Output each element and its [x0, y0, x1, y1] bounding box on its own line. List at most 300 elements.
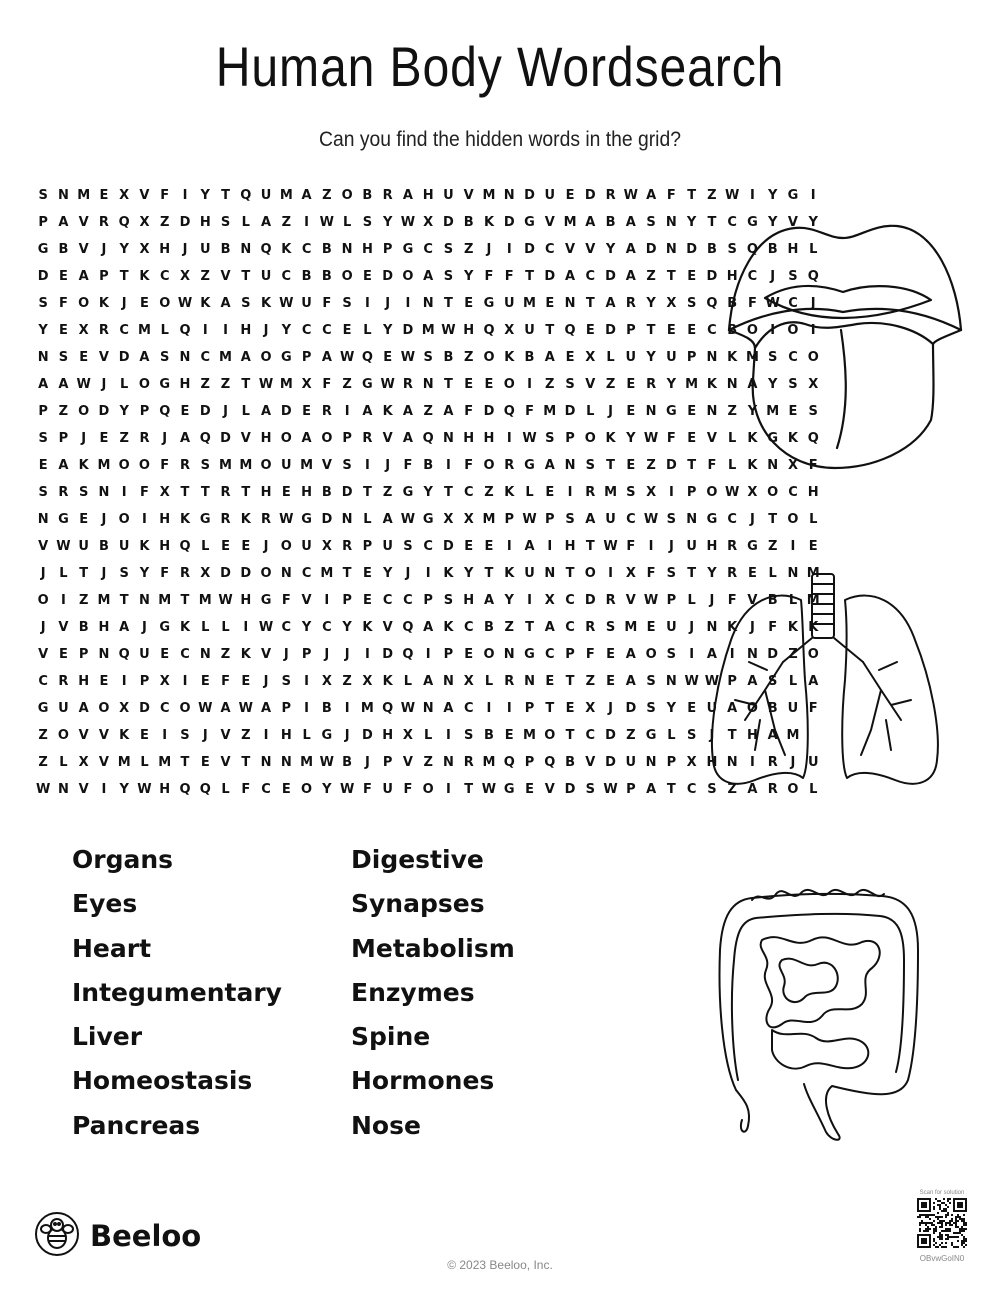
grid-row — [33, 319, 823, 346]
grid-letter: C — [707, 323, 717, 338]
qr-caption: Scan for solution — [919, 1190, 965, 1196]
grid-letter: L — [424, 728, 433, 743]
grid-letter: E — [140, 296, 149, 311]
bee-logo-icon — [34, 1211, 80, 1261]
grid-letter: O — [260, 458, 272, 473]
grid-letter: X — [686, 755, 697, 770]
grid-letter: B — [484, 728, 494, 743]
grid-letter: N — [199, 647, 211, 662]
grid-letter: S — [342, 458, 352, 473]
grid-letter: B — [605, 215, 616, 230]
grid-letter: N — [443, 674, 454, 689]
grid-letter: R — [139, 431, 150, 446]
grid-letter: R — [767, 755, 778, 770]
grid-letter: B — [423, 458, 434, 473]
grid-letter: I — [506, 539, 512, 554]
grid-letter: O — [746, 701, 758, 716]
grid-letter: U — [524, 323, 535, 338]
grid-letter: C — [261, 782, 271, 797]
grid-letter: E — [99, 188, 109, 203]
grid-letter: W — [522, 431, 537, 446]
grid-letter: M — [279, 377, 293, 392]
grid-letter: H — [159, 512, 171, 527]
grid-letter: C — [565, 593, 575, 608]
grid-letter: B — [524, 350, 535, 365]
grid-letter: Z — [727, 782, 737, 797]
grid-letter: P — [443, 647, 454, 662]
grid-letter: I — [121, 485, 127, 500]
grid-letter: C — [565, 620, 575, 635]
grid-letter: U — [301, 296, 312, 311]
grid-letter: W — [339, 350, 355, 365]
grid-letter: A — [423, 269, 434, 284]
grid-letter: M — [97, 593, 111, 608]
grid-letter: E — [464, 377, 474, 392]
grid-letter: N — [280, 755, 292, 770]
grid-letter: L — [120, 377, 129, 392]
grid-letter: J — [263, 674, 269, 689]
grid-letter: O — [260, 350, 272, 365]
grid-letter: I — [202, 323, 208, 338]
grid-letter: S — [220, 215, 231, 230]
grid-letter: P — [38, 215, 48, 230]
grid-letter: E — [687, 323, 697, 338]
grid-letter: T — [606, 458, 615, 473]
grid-letter: L — [363, 512, 372, 527]
grid-letter: D — [179, 215, 191, 230]
grid-letter: E — [180, 404, 190, 419]
grid-letter: O — [503, 377, 515, 392]
grid-letter: F — [808, 701, 818, 716]
grid-letter: K — [240, 647, 251, 662]
grid-letter: I — [304, 701, 309, 716]
grid-letter: S — [565, 512, 575, 527]
grid-letter: W — [603, 782, 618, 797]
grid-letter: Q — [118, 215, 130, 230]
grid-letter: I — [223, 323, 228, 338]
grid-letter: N — [422, 701, 434, 716]
grid-letter: Y — [200, 188, 210, 203]
grid-letter: W — [218, 593, 233, 608]
grid-letter: C — [788, 350, 798, 365]
word-list-item: Enzymes — [351, 977, 475, 1007]
grid-letter: A — [38, 377, 49, 392]
grid-letter: Q — [118, 647, 130, 662]
grid-letter: E — [606, 647, 616, 662]
grid-letter: K — [504, 566, 515, 581]
grid-letter: D — [584, 188, 596, 203]
grid-letter: T — [241, 377, 251, 392]
grid-letter: W — [400, 701, 416, 716]
grid-letter: C — [626, 512, 636, 527]
grid-letter: J — [750, 620, 755, 635]
grid-letter: T — [444, 296, 453, 311]
grid-letter: E — [464, 647, 474, 662]
grid-letter: K — [139, 269, 150, 284]
grid-letter: C — [463, 620, 474, 635]
grid-letter: I — [689, 647, 695, 662]
grid-row — [33, 535, 823, 562]
grid-letter: A — [261, 404, 272, 419]
grid-letter: Q — [240, 188, 252, 203]
grid-letter: V — [382, 431, 393, 446]
grid-letter: Y — [767, 377, 778, 392]
grid-letter: K — [382, 674, 393, 689]
grid-letter: R — [767, 782, 778, 797]
grid-letter: K — [119, 728, 130, 743]
grid-letter: X — [443, 512, 454, 527]
grid-letter: L — [687, 593, 696, 608]
grid-letter: E — [99, 431, 109, 446]
grid-letter: Z — [200, 377, 210, 392]
grid-letter: Q — [422, 431, 434, 446]
grid-letter: N — [37, 350, 49, 365]
grid-letter: Z — [605, 377, 616, 392]
grid-letter: A — [544, 350, 555, 365]
grid-letter: X — [321, 539, 332, 554]
grid-letter: F — [221, 674, 230, 689]
grid-letter: S — [565, 377, 575, 392]
grid-letter: U — [686, 539, 697, 554]
grid-letter: A — [544, 620, 555, 635]
grid-letter: E — [200, 674, 210, 689]
grid-letter: U — [625, 350, 637, 365]
grid-letter: T — [464, 782, 474, 797]
grid-letter: S — [788, 377, 798, 392]
brand-name: Beeloo — [90, 1219, 202, 1253]
grid-letter: Q — [179, 539, 191, 554]
grid-letter: B — [321, 701, 332, 716]
grid-letter: N — [706, 620, 718, 635]
grid-letter: V — [220, 755, 231, 770]
grid-letter: H — [98, 620, 110, 635]
grid-letter: F — [464, 404, 474, 419]
word-list-column-2 — [351, 842, 515, 1152]
grid-letter: T — [585, 539, 595, 554]
grid-letter: R — [727, 539, 738, 554]
grid-letter: W — [643, 512, 659, 527]
grid-letter: O — [807, 350, 819, 365]
grid-letter: V — [220, 728, 231, 743]
grid-letter: P — [686, 350, 697, 365]
grid-letter: S — [241, 296, 251, 311]
grid-letter: L — [809, 242, 818, 257]
grid-letter: V — [78, 782, 89, 797]
word-list-item: Digestive — [351, 845, 484, 874]
grid-letter: T — [119, 593, 129, 608]
grid-letter: F — [322, 296, 332, 311]
grid-letter: M — [300, 755, 314, 770]
grid-letter: B — [58, 242, 69, 257]
grid-letter: S — [342, 296, 352, 311]
grid-letter: W — [279, 296, 294, 311]
grid-letter: H — [807, 485, 819, 500]
grid-letter: G — [503, 782, 515, 797]
grid-letter: W — [441, 323, 456, 338]
grid-letter: K — [504, 485, 515, 500]
grid-letter: Y — [707, 566, 717, 581]
grid-letter: W — [380, 377, 395, 392]
grid-letter: G — [787, 188, 799, 203]
grid-letter: O — [138, 458, 150, 473]
grid-letter: D — [584, 593, 596, 608]
grid-letter: N — [706, 404, 718, 419]
grid-letter: X — [362, 674, 373, 689]
grid-letter: L — [201, 620, 210, 635]
grid-letter: M — [219, 350, 232, 365]
grid-letter: T — [565, 674, 575, 689]
grid-letter: U — [524, 566, 535, 581]
grid-letter: R — [727, 566, 738, 581]
grid-letter: C — [382, 593, 393, 608]
grid-letter: N — [57, 188, 69, 203]
grid-letter: I — [506, 431, 512, 446]
grid-letter: Y — [605, 242, 616, 257]
grid-letter: N — [665, 242, 677, 257]
grid-letter: G — [199, 512, 211, 527]
grid-letter: N — [422, 296, 434, 311]
grid-letter: J — [608, 701, 613, 716]
grid-letter: W — [684, 674, 699, 689]
grid-letter: O — [584, 566, 596, 581]
grid-letter: A — [625, 647, 636, 662]
grid-letter: T — [585, 296, 595, 311]
grid-letter: T — [180, 485, 190, 500]
grid-letter: Q — [807, 269, 819, 284]
grid-letter: I — [344, 404, 350, 419]
grid-letter: S — [646, 701, 656, 716]
grid-letter: J — [709, 593, 715, 608]
grid-letter: P — [524, 755, 535, 770]
grid-letter: Z — [463, 350, 474, 365]
grid-letter: A — [261, 215, 272, 230]
grid-letter: H — [199, 215, 211, 230]
grid-letter: C — [788, 296, 798, 311]
grid-letter: U — [78, 539, 89, 554]
grid-letter: B — [78, 620, 89, 635]
grid-letter: Y — [382, 215, 393, 230]
grid-letter: X — [585, 701, 596, 716]
grid-letter: J — [283, 647, 289, 662]
grid-letter: J — [344, 647, 350, 662]
grid-row — [33, 184, 823, 211]
grid-letter: C — [180, 647, 190, 662]
grid-letter: P — [38, 404, 48, 419]
grid-letter: E — [545, 674, 555, 689]
grid-letter: M — [198, 593, 212, 608]
grid-letter: O — [280, 431, 292, 446]
grid-row — [33, 292, 823, 319]
grid-letter: V — [585, 242, 596, 257]
grid-letter: M — [482, 755, 496, 770]
grid-letter: P — [666, 755, 677, 770]
grid-letter: T — [200, 485, 210, 500]
qr-block — [912, 1190, 972, 1263]
grid-letter: W — [724, 188, 740, 203]
grid-letter: D — [341, 485, 353, 500]
grid-letter: B — [443, 350, 454, 365]
grid-letter: G — [159, 377, 171, 392]
word-list-column-1 — [72, 842, 282, 1152]
grid-letter: P — [382, 242, 393, 257]
grid-letter: C — [119, 323, 129, 338]
grid-letter: D — [767, 647, 779, 662]
grid-letter: H — [179, 377, 191, 392]
grid-letter: J — [709, 728, 715, 743]
grid-letter: E — [79, 512, 89, 527]
grid-letter: E — [545, 485, 555, 500]
grid-letter: D — [37, 269, 49, 284]
grid-letter: J — [101, 566, 107, 581]
qr-code-icon[interactable] — [912, 1196, 972, 1252]
grid-letter: D — [544, 269, 556, 284]
grid-letter: Y — [767, 215, 778, 230]
grid-letter: E — [687, 404, 697, 419]
grid-letter: F — [646, 566, 656, 581]
grid-letter: Z — [463, 242, 474, 257]
grid-letter: Q — [260, 242, 272, 257]
grid-letter: O — [118, 512, 130, 527]
grid-letter: R — [382, 188, 393, 203]
grid-letter: L — [221, 782, 230, 797]
word-list-item: Homeostasis — [72, 1066, 253, 1096]
grid-letter: Z — [504, 620, 514, 635]
grid-letter: J — [750, 512, 755, 527]
grid-letter: F — [808, 458, 818, 473]
grid-letter: V — [321, 458, 332, 473]
grid-letter: V — [706, 431, 717, 446]
grid-letter: V — [261, 647, 272, 662]
grid-letter: K — [98, 296, 109, 311]
grid-letter: Q — [807, 431, 819, 446]
grid-letter: J — [81, 431, 87, 446]
grid-letter: Z — [342, 674, 352, 689]
grid-letter: P — [524, 701, 535, 716]
grid-letter: W — [238, 701, 253, 716]
grid-letter: K — [483, 215, 495, 230]
grid-letter: I — [446, 458, 451, 473]
grid-letter: J — [385, 458, 391, 473]
grid-letter: Y — [139, 566, 150, 581]
grid-letter: C — [686, 782, 697, 797]
grid-letter: W — [339, 782, 355, 797]
grid-letter: L — [728, 458, 737, 473]
grid-letter: A — [301, 188, 312, 203]
grid-letter: D — [382, 269, 394, 284]
grid-letter: T — [687, 458, 697, 473]
grid-letter: H — [564, 539, 576, 554]
grid-letter: V — [402, 755, 413, 770]
grid-letter: A — [261, 701, 272, 716]
grid-letter: R — [98, 323, 109, 338]
grid-letter: J — [344, 728, 350, 743]
grid-letter: E — [58, 323, 68, 338]
grid-letter: S — [443, 593, 454, 608]
grid-letter: B — [706, 242, 717, 257]
grid-letter: H — [159, 782, 171, 797]
grid-letter: E — [241, 539, 251, 554]
word-list-item: Pancreas — [72, 1110, 201, 1140]
grid-letter: R — [605, 188, 616, 203]
grid-letter: Y — [281, 323, 292, 338]
grid-letter: E — [646, 620, 656, 635]
grid-letter: H — [280, 728, 292, 743]
grid-letter: R — [625, 296, 636, 311]
grid-letter: R — [362, 431, 373, 446]
intestines-icon — [712, 880, 926, 1144]
grid-letter: S — [464, 728, 474, 743]
grid-letter: Y — [464, 269, 474, 284]
grid-letter: F — [626, 539, 636, 554]
grid-letter: O — [78, 296, 90, 311]
grid-letter: Y — [464, 566, 474, 581]
grid-letter: O — [78, 404, 90, 419]
grid-letter: G — [402, 242, 414, 257]
grid-letter: X — [301, 377, 312, 392]
grid-letter: U — [666, 350, 677, 365]
grid-letter: U — [58, 701, 69, 716]
grid-letter: I — [121, 674, 127, 689]
grid-letter: U — [260, 188, 272, 203]
grid-letter: C — [727, 512, 737, 527]
grid-letter: H — [159, 539, 171, 554]
grid-letter: L — [788, 593, 798, 608]
grid-letter: E — [241, 674, 251, 689]
grid-letter: L — [221, 620, 230, 635]
grid-letter: E — [362, 593, 372, 608]
grid-letter: D — [645, 242, 657, 257]
grid-letter: U — [301, 539, 312, 554]
grid-letter: M — [523, 728, 536, 743]
grid-letter: F — [747, 296, 757, 311]
grid-letter: F — [484, 269, 494, 284]
grid-letter: E — [58, 269, 68, 284]
grid-letter: G — [524, 458, 535, 473]
grid-letter: W — [643, 431, 659, 446]
grid-letter: V — [301, 593, 312, 608]
grid-letter: P — [301, 350, 312, 365]
grid-letter: E — [626, 377, 636, 392]
grid-letter: G — [37, 242, 49, 257]
grid-letter: Z — [727, 404, 737, 419]
grid-letter: V — [585, 377, 596, 392]
grid-letter: R — [179, 458, 190, 473]
grid-letter: Y — [747, 404, 758, 419]
grid-letter: V — [463, 188, 474, 203]
grid-letter: F — [322, 377, 332, 392]
grid-letter: F — [403, 458, 413, 473]
grid-letter: R — [98, 215, 109, 230]
grid-letter: O — [179, 701, 191, 716]
grid-letter: M — [482, 512, 496, 527]
grid-letter: G — [260, 593, 272, 608]
grid-letter: E — [484, 539, 494, 554]
grid-letter: Q — [402, 647, 414, 662]
grid-letter: E — [79, 350, 89, 365]
qr-code-text: OBvwGoIN0 — [919, 1254, 965, 1263]
grid-letter: S — [443, 269, 454, 284]
grid-letter: N — [726, 377, 738, 392]
grid-letter: J — [40, 566, 46, 581]
grid-letter: N — [524, 674, 535, 689]
grid-letter: P — [139, 404, 150, 419]
grid-letter: L — [302, 728, 311, 743]
grid-letter: V — [787, 215, 798, 230]
grid-letter: L — [809, 782, 818, 797]
grid-letter: W — [623, 188, 638, 203]
grid-letter: W — [279, 512, 294, 527]
grid-letter: S — [585, 458, 595, 473]
